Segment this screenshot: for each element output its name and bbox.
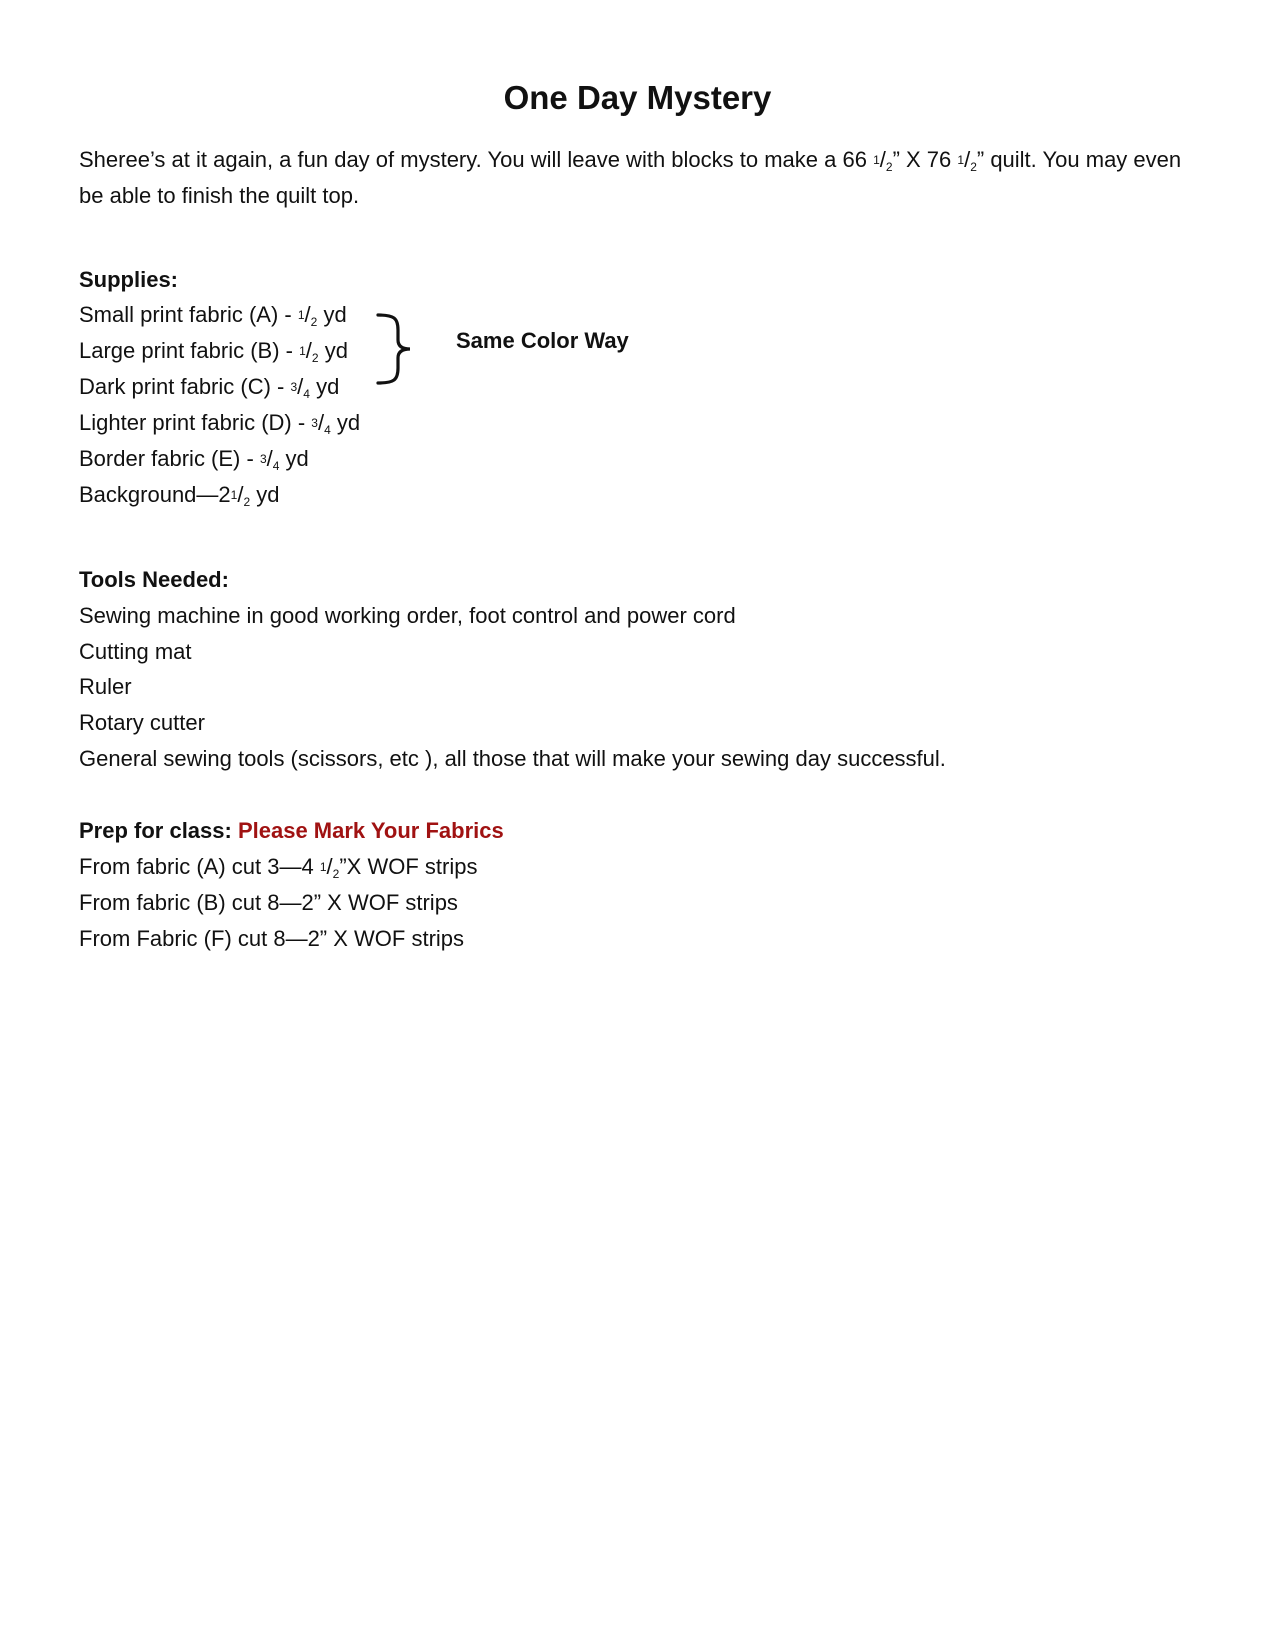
prep-item: From fabric (A) cut 3—4 $^1/_2”X$ WOF strips xyxy=(79,854,478,881)
tools-heading: Tools Needed: xyxy=(79,567,229,592)
intro-text-1: Sheree’s at it again, a fun day of mystery. You will leave with blocks to make a 66 xyxy=(79,147,874,172)
tool-item: Rotary cutter xyxy=(79,710,205,735)
supply-item: Dark print fabric $(C) - ^3/_4$ yd xyxy=(79,374,340,401)
supply-item: Small print fabric $(A) - ^1/_2$ yd xyxy=(79,302,347,329)
supply-item: $Background—2^1/_2$ yd xyxy=(79,482,280,509)
same-color-way-note: Same Color Way xyxy=(456,328,629,353)
tool-item: Cutting mat xyxy=(79,639,192,664)
prep-highlight: Please Mark Your Fabrics xyxy=(237,818,504,843)
intro-paragraph xyxy=(79,142,1199,214)
prep-item: From fabric (B) cut 8—2” X WOF strips xyxy=(79,890,458,915)
tool-item: General sewing tools (scissors, etc ), all those that will make your sewing day successful. xyxy=(79,746,946,771)
curly-brace-icon xyxy=(374,312,430,386)
prep-item: From Fabric (F) cut 8—2” X WOF strips xyxy=(79,926,465,951)
intro-text-3: ” quilt. You may even be able to finish the quilt top. xyxy=(79,147,1182,208)
prep-heading-line xyxy=(79,816,504,846)
page-title: One Day Mystery xyxy=(503,79,772,116)
supply-item: Large print fabric $(B) - ^1/_2$ yd xyxy=(79,338,348,365)
intro-fraction-2: $^1/_2$ xyxy=(957,147,977,174)
supply-item: Border fabric $(E) - ^3/_4$ yd xyxy=(79,446,309,473)
supply-item: Lighter print fabric $(D) - ^3/_4$ yd xyxy=(79,410,361,437)
prep-heading: Prep for class: xyxy=(79,818,238,843)
tool-item: Sewing machine in good working order, foot control and power cord xyxy=(79,603,736,628)
intro-fraction-1: $^1/_2$ xyxy=(873,147,893,174)
intro-text-2: ” X 76 xyxy=(892,147,958,172)
supplies-heading: Supplies: xyxy=(79,267,179,292)
tool-item: Ruler xyxy=(79,674,132,699)
